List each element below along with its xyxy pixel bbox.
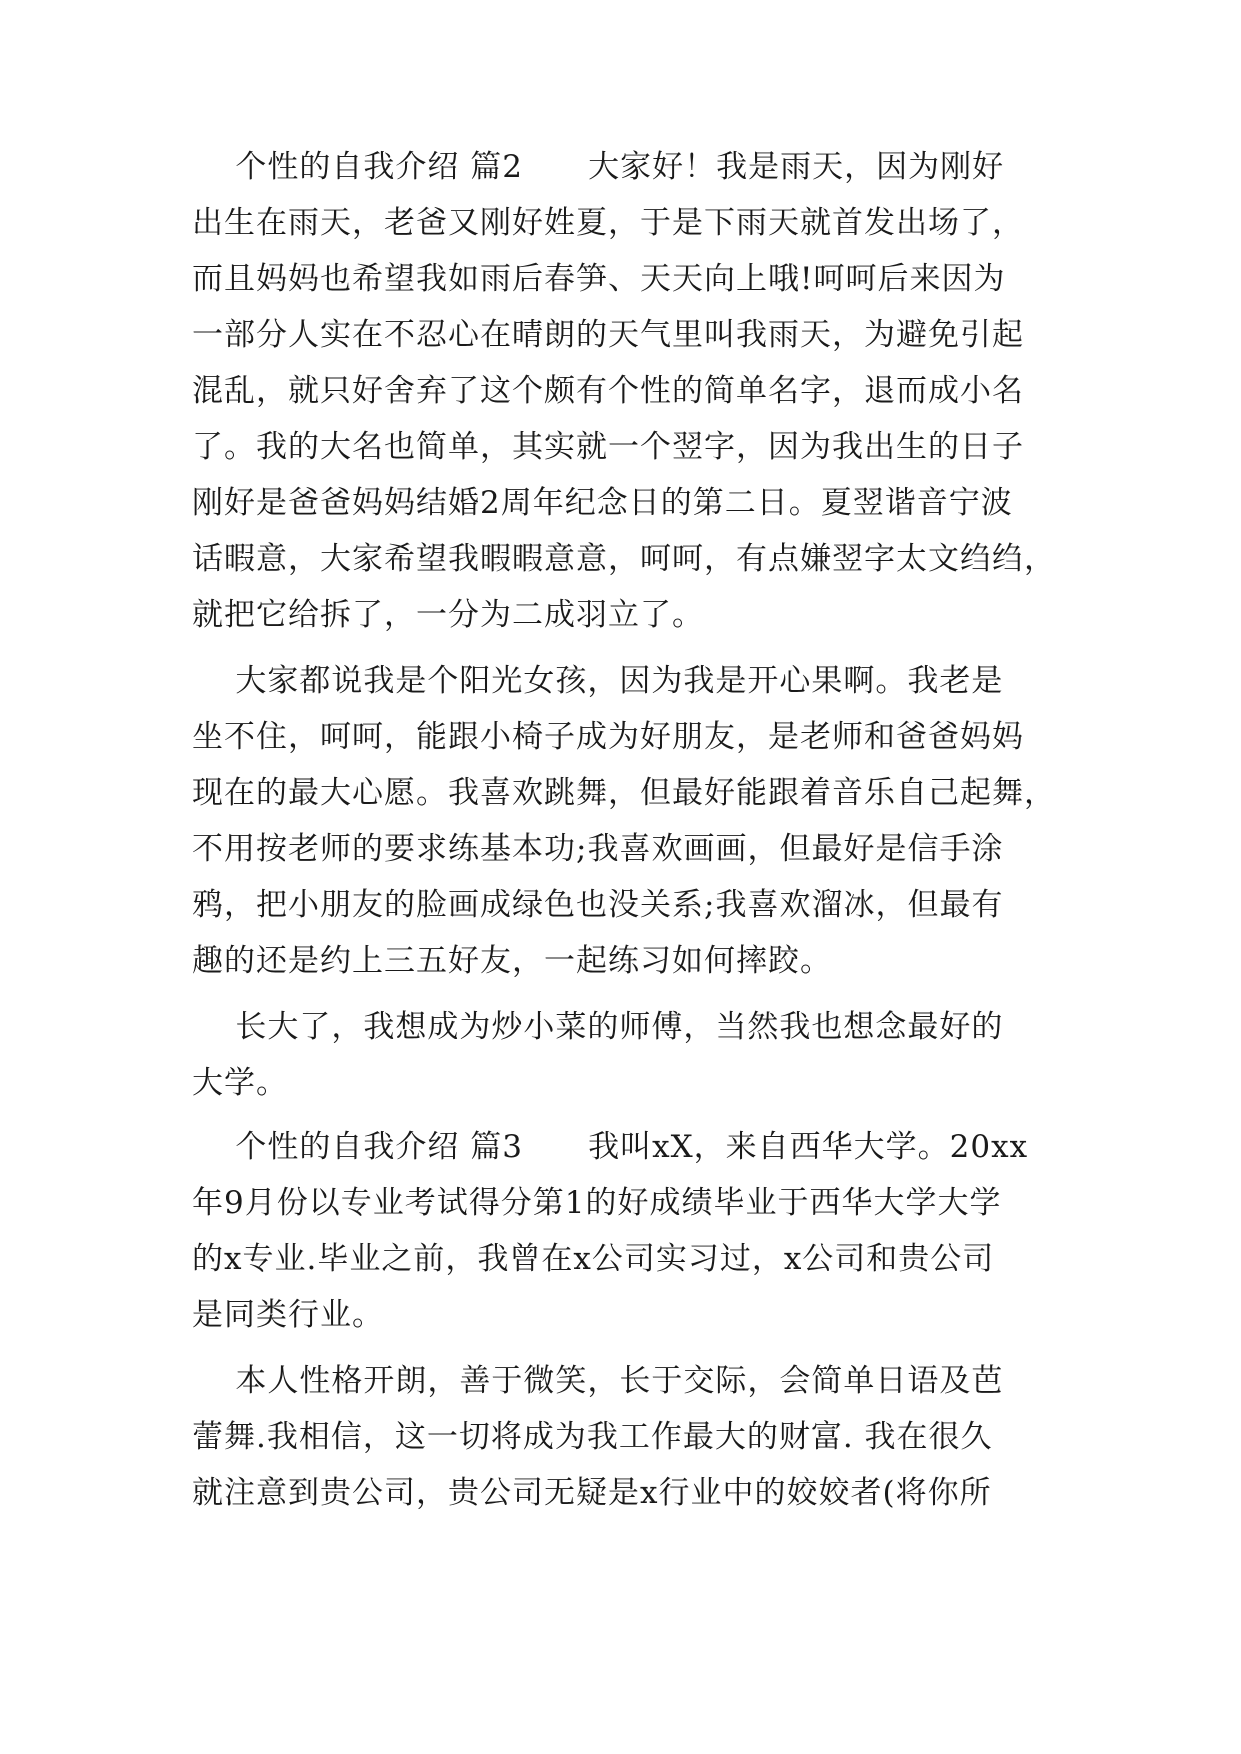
- text-line: 而且妈妈也希望我如雨后春笋、天天向上哦!呵呵后来因为: [192, 261, 1006, 297]
- text-line: 混乱，就只好舍弃了这个颇有个性的简单名字，退而成小名: [192, 373, 1024, 409]
- text-line: 话暇意，大家希望我暇暇意意，呵呵，有点嫌翌字太文绉绉，: [192, 541, 1056, 577]
- text-line: 刚好是爸爸妈妈结婚2周年纪念日的第二日。夏翌谐音宁波: [192, 485, 1013, 521]
- text-line: 个性的自我介绍 篇2 大家好！我是雨天，因为刚好: [192, 149, 1005, 185]
- text-line: 坐不住，呵呵，能跟小椅子成为好朋友，是老师和爸爸妈妈: [192, 719, 1024, 755]
- text-line: 蕾舞.我相信，这一切将成为我工作最大的财富. 我在很久: [192, 1419, 993, 1455]
- text-line: 年9月份以专业考试得分第1的好成绩毕业于西华大学大学: [192, 1185, 1002, 1221]
- text-line: 趣的还是约上三五好友，一起练习如何摔跤。: [192, 943, 832, 979]
- text-line: 就注意到贵公司，贵公司无疑是x行业中的姣姣者(将你所: [192, 1475, 992, 1511]
- text-line: 个性的自我介绍 篇3 我叫xX，来自西华大学。20xx: [192, 1129, 1029, 1165]
- text-line: 大家都说我是个阳光女孩，因为我是开心果啊。我老是: [192, 663, 1004, 699]
- text-line: 了。我的大名也简单，其实就一个翌字，因为我出生的日子: [192, 429, 1024, 465]
- text-line: 现在的最大心愿。我喜欢跳舞，但最好能跟着音乐自己起舞，: [192, 775, 1056, 811]
- text-line: 就把它给拆了，一分为二成羽立了。: [192, 597, 704, 633]
- text-line: 出生在雨天，老爸又刚好姓夏，于是下雨天就首发出场了，: [192, 205, 1024, 241]
- text-line: 鸦，把小朋友的脸画成绿色也没关系;我喜欢溜冰，但最有: [192, 887, 1004, 923]
- text-line: 本人性格开朗，善于微笑，长于交际，会简单日语及芭: [192, 1363, 1004, 1399]
- text-line: 一部分人实在不忍心在晴朗的天气里叫我雨天，为避免引起: [192, 317, 1024, 353]
- text-line: 大学。: [192, 1065, 288, 1101]
- text-line: 长大了，我想成为炒小菜的师傅，当然我也想念最好的: [192, 1009, 1004, 1045]
- text-line: 是同类行业。: [192, 1297, 384, 1333]
- text-line: 不用按老师的要求练基本功;我喜欢画画，但最好是信手涂: [192, 831, 1004, 867]
- text-line: 的x专业.毕业之前，我曾在x公司实习过，x公司和贵公司: [192, 1241, 995, 1277]
